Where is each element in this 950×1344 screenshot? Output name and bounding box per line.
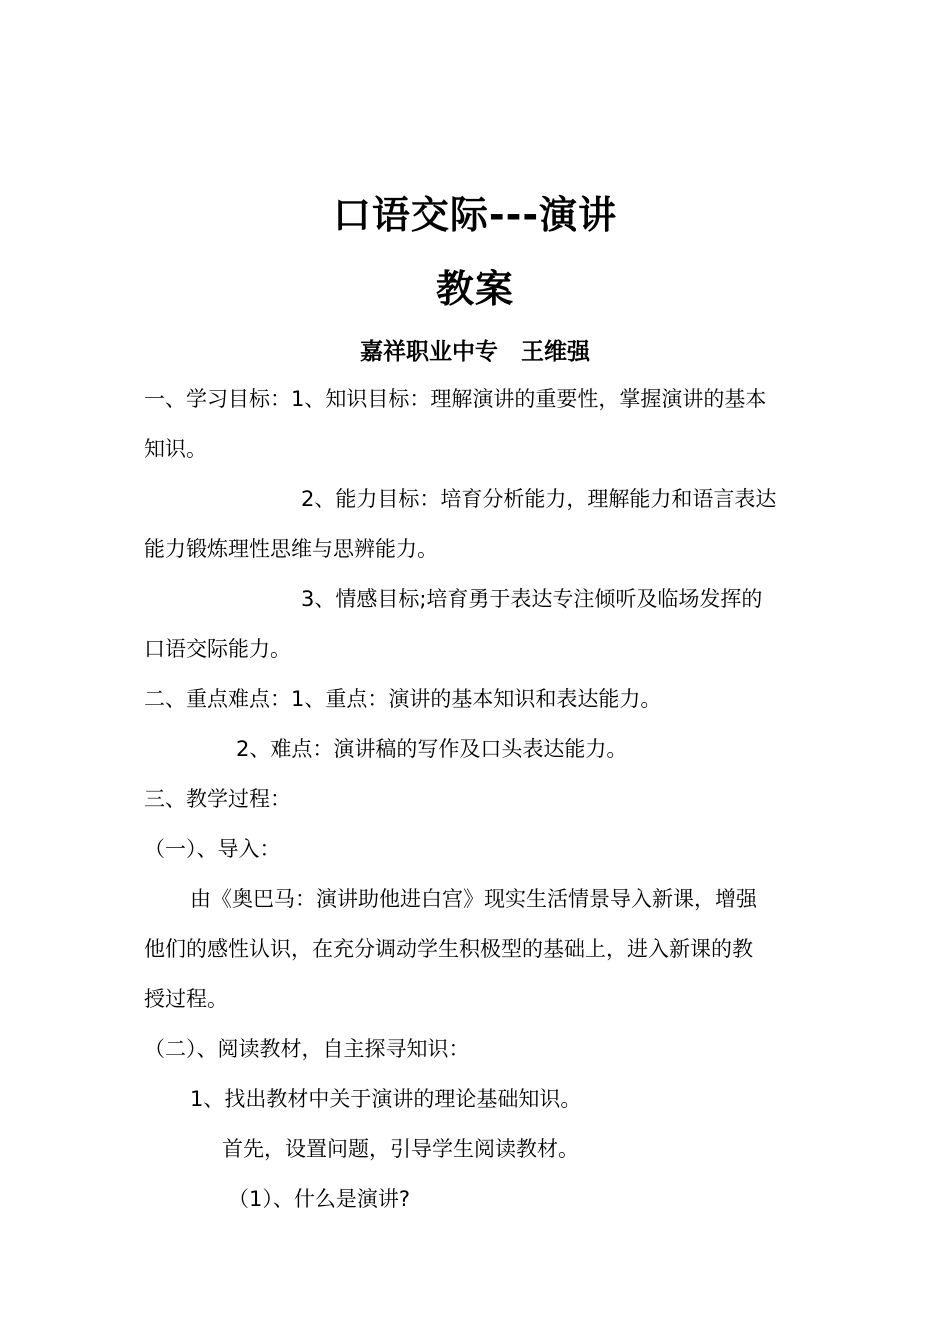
text-line: （1）、什么是演讲?: [228, 1187, 411, 1211]
text-line: 由《奥巴马：演讲助他进白宫》现实生活情景导入新课，增强: [190, 887, 757, 911]
subsection-heading: （二）、阅读教材，自主探寻知识：: [144, 1037, 470, 1061]
text-line: 2、难点：演讲稿的写作及口头表达能力。: [236, 737, 628, 761]
text-line: 他们的感性认识，在充分调动学生积极型的基础上，进入新课的教: [144, 937, 753, 961]
subsection-heading: （一）、导入：: [144, 837, 281, 861]
text-line: 能力锻炼理性思维与思辨能力。: [144, 537, 438, 561]
document-title: 口语交际---演讲: [332, 193, 618, 237]
text-line: 授过程。: [144, 987, 228, 1011]
text-line: 口语交际能力。: [144, 637, 291, 661]
section-heading: 三、教学过程：: [144, 787, 291, 811]
text-line: 3、情感目标;培育勇于表达专注倾听及临场发挥的: [301, 587, 763, 611]
text-line: 首先，设置问题，引导学生阅读教材。: [222, 1137, 579, 1161]
text-line: 2、能力目标：培育分析能力，理解能力和语言表达: [301, 487, 777, 511]
text-line: 一、学习目标：1、知识目标：理解演讲的重要性，掌握演讲的基本: [144, 387, 767, 411]
text-line: 1、找出教材中关于演讲的理论基础知识。: [190, 1087, 582, 1111]
document-title-second-line: 教案: [435, 267, 514, 311]
text-line: 二、重点难点：1、重点：演讲的基本知识和表达能力。: [144, 687, 662, 711]
author-line: 嘉祥职业中专 王维强: [360, 339, 590, 365]
text-line: 知识。: [144, 437, 207, 461]
